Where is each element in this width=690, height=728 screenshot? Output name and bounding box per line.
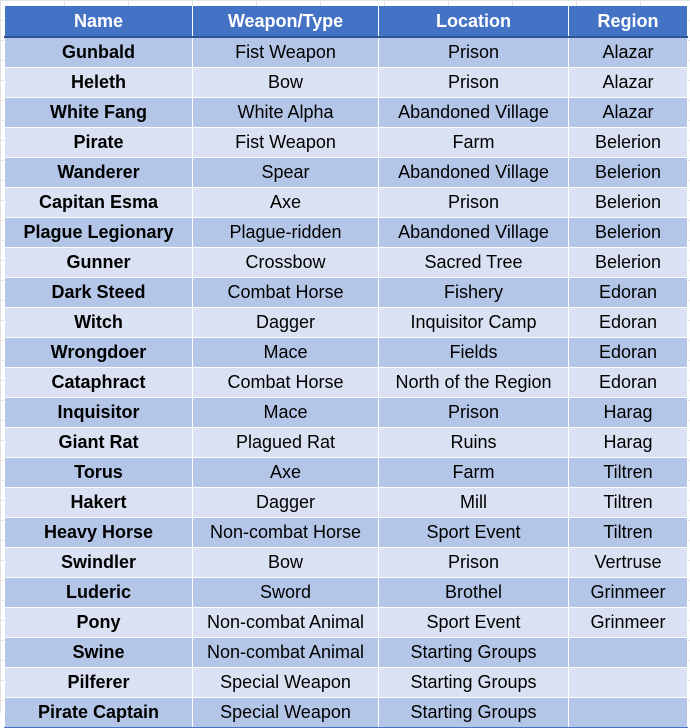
cell-weapon-type[interactable]: Mace	[193, 338, 379, 368]
cell-location[interactable]: Sport Event	[379, 608, 569, 638]
cell-name[interactable]: Swine	[5, 638, 193, 668]
header-location[interactable]: Location	[379, 6, 569, 37]
table-row	[5, 548, 688, 578]
cell-name[interactable]: Witch	[5, 308, 193, 338]
cell-weapon-type[interactable]: Plague-ridden	[193, 218, 379, 248]
cell-region[interactable]: Grinmeer	[569, 608, 688, 638]
cell-location[interactable]: Prison	[379, 398, 569, 428]
cell-weapon-type[interactable]: Non-combat Horse	[193, 518, 379, 548]
cell-name[interactable]: Cataphract	[5, 368, 193, 398]
cell-location[interactable]: Prison	[379, 68, 569, 98]
cell-region[interactable]: Edoran	[569, 338, 688, 368]
cell-name[interactable]: Heleth	[5, 68, 193, 98]
table-row	[5, 428, 688, 458]
cell-name[interactable]: Inquisitor	[5, 398, 193, 428]
table-row	[5, 578, 688, 608]
cell-location[interactable]: Starting Groups	[379, 698, 569, 728]
cell-location[interactable]: Farm	[379, 128, 569, 158]
cell-weapon-type[interactable]: Axe	[193, 458, 379, 488]
cell-location[interactable]: Prison	[379, 37, 569, 68]
cell-name[interactable]: Dark Steed	[5, 278, 193, 308]
cell-region[interactable]: Harag	[569, 398, 688, 428]
cell-region[interactable]: Alazar	[569, 98, 688, 128]
table-row	[5, 188, 688, 218]
cell-name[interactable]: Pilferer	[5, 668, 193, 698]
header-weapon-type[interactable]: Weapon/Type	[193, 6, 379, 37]
table-row	[5, 518, 688, 548]
table-row	[5, 608, 688, 638]
cell-name[interactable]: Plague Legionary	[5, 218, 193, 248]
cell-region[interactable]: Belerion	[569, 218, 688, 248]
cell-weapon-type[interactable]: Bow	[193, 548, 379, 578]
cell-location[interactable]: Prison	[379, 188, 569, 218]
cell-name[interactable]: Gunbald	[5, 37, 193, 68]
cell-name[interactable]: Luderic	[5, 578, 193, 608]
cell-location[interactable]: North of the Region	[379, 368, 569, 398]
table-row	[5, 368, 688, 398]
cell-location[interactable]: Sport Event	[379, 518, 569, 548]
cell-name[interactable]: Pirate	[5, 128, 193, 158]
cell-region[interactable]	[569, 638, 688, 668]
cell-location[interactable]: Abandoned Village	[379, 158, 569, 188]
cell-location[interactable]: Brothel	[379, 578, 569, 608]
cell-weapon-type[interactable]: Crossbow	[193, 248, 379, 278]
cell-location[interactable]: Fields	[379, 338, 569, 368]
cell-name[interactable]: Capitan Esma	[5, 188, 193, 218]
table-row	[5, 308, 688, 338]
table-row	[5, 128, 688, 158]
table-row	[5, 398, 688, 428]
cell-weapon-type[interactable]: Mace	[193, 398, 379, 428]
cell-weapon-type[interactable]: Dagger	[193, 308, 379, 338]
cell-weapon-type[interactable]: Axe	[193, 188, 379, 218]
cell-name[interactable]: Giant Rat	[5, 428, 193, 458]
header-name[interactable]: Name	[5, 6, 193, 37]
cell-region[interactable]: Belerion	[569, 128, 688, 158]
cell-weapon-type[interactable]: White Alpha	[193, 98, 379, 128]
cell-region[interactable]: Alazar	[569, 37, 688, 68]
cell-region[interactable]: Belerion	[569, 158, 688, 188]
header-region[interactable]: Region	[569, 6, 688, 37]
table-row	[5, 638, 688, 668]
table-row	[5, 248, 688, 278]
cell-region[interactable]: Edoran	[569, 368, 688, 398]
cell-name[interactable]: Pirate Captain	[5, 698, 193, 728]
table-row	[5, 98, 688, 128]
cell-weapon-type[interactable]: Combat Horse	[193, 368, 379, 398]
cell-name[interactable]: Swindler	[5, 548, 193, 578]
cell-weapon-type[interactable]: Non-combat Animal	[193, 638, 379, 668]
cell-region[interactable]: Grinmeer	[569, 578, 688, 608]
table-body	[5, 37, 688, 728]
cell-name[interactable]: Wanderer	[5, 158, 193, 188]
enemy-table	[4, 6, 688, 728]
cell-region[interactable]: Alazar	[569, 68, 688, 98]
cell-region[interactable]: Harag	[569, 428, 688, 458]
cell-weapon-type[interactable]: Dagger	[193, 488, 379, 518]
cell-weapon-type[interactable]: Special Weapon	[193, 668, 379, 698]
table-row	[5, 458, 688, 488]
table-row	[5, 488, 688, 518]
cell-weapon-type[interactable]: Non-combat Animal	[193, 608, 379, 638]
table-row	[5, 158, 688, 188]
cell-name[interactable]: Pony	[5, 608, 193, 638]
cell-location[interactable]: Inquisitor Camp	[379, 308, 569, 338]
cell-weapon-type[interactable]: Spear	[193, 158, 379, 188]
cell-region[interactable]	[569, 668, 688, 698]
header-row	[5, 6, 688, 37]
cell-region[interactable]: Belerion	[569, 248, 688, 278]
cell-weapon-type[interactable]: Combat Horse	[193, 278, 379, 308]
cell-name[interactable]: White Fang	[5, 98, 193, 128]
cell-weapon-type[interactable]: Fist Weapon	[193, 128, 379, 158]
cell-location[interactable]: Fishery	[379, 278, 569, 308]
cell-location[interactable]: Sacred Tree	[379, 248, 569, 278]
table-row	[5, 278, 688, 308]
cell-name[interactable]: Wrongdoer	[5, 338, 193, 368]
cell-region[interactable]: Vertruse	[569, 548, 688, 578]
cell-location[interactable]: Starting Groups	[379, 668, 569, 698]
cell-location[interactable]: Abandoned Village	[379, 218, 569, 248]
cell-weapon-type[interactable]: Special Weapon	[193, 698, 379, 728]
cell-region[interactable]: Edoran	[569, 278, 688, 308]
cell-location[interactable]: Prison	[379, 548, 569, 578]
table-row	[5, 68, 688, 98]
table-row	[5, 338, 688, 368]
cell-weapon-type[interactable]: Sword	[193, 578, 379, 608]
cell-name[interactable]: Gunner	[5, 248, 193, 278]
cell-name[interactable]: Hakert	[5, 488, 193, 518]
cell-location[interactable]: Mill	[379, 488, 569, 518]
cell-location[interactable]: Abandoned Village	[379, 98, 569, 128]
cell-region[interactable]: Tiltren	[569, 488, 688, 518]
table-row	[5, 218, 688, 248]
cell-region[interactable]: Edoran	[569, 308, 688, 338]
cell-region[interactable]: Tiltren	[569, 518, 688, 548]
cell-region[interactable]: Belerion	[569, 188, 688, 218]
table-row	[5, 37, 688, 68]
cell-region[interactable]: Tiltren	[569, 458, 688, 488]
cell-name[interactable]: Heavy Horse	[5, 518, 193, 548]
cell-weapon-type[interactable]: Bow	[193, 68, 379, 98]
cell-weapon-type[interactable]: Fist Weapon	[193, 37, 379, 68]
cell-weapon-type[interactable]: Plagued Rat	[193, 428, 379, 458]
cell-name[interactable]: Torus	[5, 458, 193, 488]
cell-location[interactable]: Farm	[379, 458, 569, 488]
table-row	[5, 668, 688, 698]
cell-location[interactable]: Starting Groups	[379, 638, 569, 668]
cell-location[interactable]: Ruins	[379, 428, 569, 458]
